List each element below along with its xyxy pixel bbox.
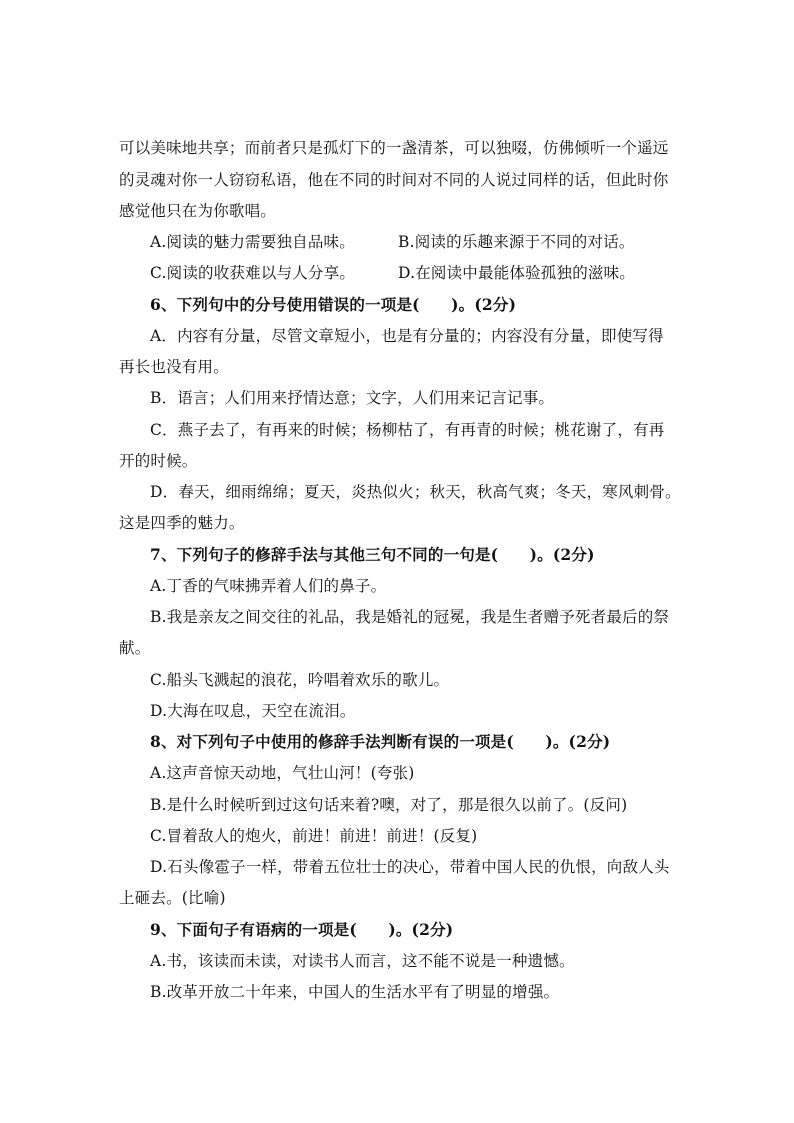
q8-option-d-line2: 上砸去。(比喻) (119, 889, 226, 907)
q5-option-b: B.阅读的乐趣来源于不同的对话。 (398, 233, 635, 251)
q7-option-a: A.丁香的气味拂弄着人们的鼻子。 (150, 577, 387, 595)
q8-option-b: B.是什么时候听到过这句话来着?噢，对了，那是很久以前了。(反问) (150, 796, 628, 814)
q5-option-d: D.在阅读中最能体验孤独的滋味。 (398, 264, 636, 282)
q6-option-c-line2: 开的时候。 (119, 452, 198, 470)
q6-stem: 6、下列句中的分号使用错误的一项是( )。(2分) (150, 295, 517, 314)
q6-option-b: B．语言；人们用来抒情达意；文字，人们用来记言记事。 (150, 389, 555, 407)
passage-line-2: 的灵魂对你一人窃窃私语，他在不同的时间对不同的人说过同样的话，但此时你 (119, 171, 669, 189)
q6-option-a-line1: A．内容有分量，尽管文章短小，也是有分量的；内容没有分量，即使写得 (150, 327, 664, 345)
passage-line-3: 感觉他只在为你歌唱。 (119, 202, 277, 220)
q9-option-b: B.改革开放二十年来，中国人的生活水平有了明显的增强。 (150, 983, 560, 1001)
q7-option-c: C.船头飞溅起的浪花，吟唱着欢乐的歌儿。 (150, 671, 450, 689)
q6-option-d-line1: D．春天，细雨绵绵；夏天，炎热似火；秋天，秋高气爽；冬天，寒风刺骨。 (150, 483, 681, 501)
q7-option-b-line2: 献。 (119, 639, 151, 657)
q7-option-d: D.大海在叹息，天空在流泪。 (150, 702, 356, 720)
q8-option-c: C.冒着敌人的炮火，前进！前进！前进！(反复) (150, 827, 478, 845)
q6-option-d-line2: 这是四季的魅力。 (119, 514, 245, 532)
q8-option-a: A.这声音惊天动地，气壮山河！(夸张) (150, 764, 415, 782)
q8-stem: 8、对下列句子中使用的修辞手法判断有误的一项是( )。(2分) (150, 732, 611, 751)
q8-option-d-line1: D.石头像雹子一样，带着五位壮士的决心，带着中国人民的仇恨，向敌人头 (150, 858, 670, 876)
q9-stem: 9、下面句子有语病的一项是( )。(2分) (150, 920, 454, 939)
q5-option-a: A.阅读的魅力需要独自品味。 (150, 233, 355, 251)
q9-option-a: A.书，该读而未读，对读书人而言，这不能不说是一种遗憾。 (150, 952, 575, 970)
q6-option-c-line1: C．燕子去了，有再来的时候；杨柳枯了，有再青的时候；桃花谢了，有再 (150, 421, 665, 439)
passage-line-1: 可以美味地共享；而前者只是孤灯下的一盏清茶，可以独啜，仿佛倾听一个遥远 (119, 139, 669, 157)
q7-option-b-line1: B.我是亲友之间交往的礼品，我是婚礼的冠冕，我是生者赠予死者最后的祭 (150, 608, 670, 626)
q5-option-c: C.阅读的收获难以与人分享。 (150, 264, 356, 282)
q6-option-a-line2: 再长也没有用。 (119, 358, 229, 376)
q7-stem: 7、下列句子的修辞手法与其他三句不同的一句是( )。(2分) (150, 545, 595, 564)
